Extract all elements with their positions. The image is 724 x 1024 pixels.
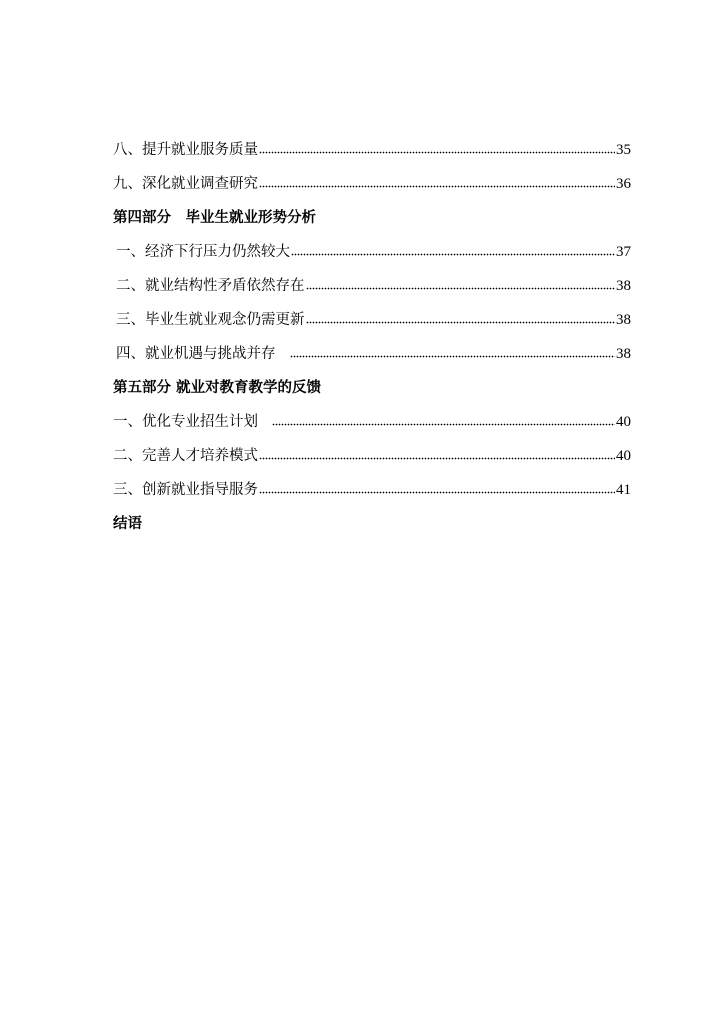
toc-page-number: 35	[616, 142, 631, 158]
toc-page-number: 36	[616, 176, 631, 192]
toc-page-number: 38	[616, 346, 631, 362]
toc-entry[interactable]	[113, 228, 631, 262]
toc-entry-label: 三、毕业生就业观念仍需更新	[116, 312, 305, 328]
dot-leader	[259, 480, 615, 500]
toc-page-number: 38	[616, 278, 631, 294]
dot-leader	[259, 174, 615, 194]
toc-entry[interactable]	[113, 466, 631, 500]
toc-part-heading[interactable]	[113, 194, 631, 228]
toc-entry[interactable]	[113, 330, 631, 364]
toc-page-number: 41	[616, 482, 631, 498]
dot-leader	[272, 412, 615, 432]
toc-entry-label: 四、就业机遇与挑战并存	[116, 346, 276, 362]
toc-entry-label: 八、提升就业服务质量	[113, 142, 258, 158]
toc-part-heading-label: 结语	[113, 516, 142, 532]
toc-entry[interactable]	[113, 126, 631, 160]
toc-page-number: 38	[616, 312, 631, 328]
toc-page-number: 37	[616, 244, 631, 260]
toc-entry-label: 一、优化专业招生计划	[113, 414, 258, 430]
toc-entry-label: 一、经济下行压力仍然较大	[116, 244, 290, 260]
toc-part-heading-label: 第五部分 就业对教育教学的反馈	[113, 380, 322, 396]
toc-entry[interactable]	[113, 432, 631, 466]
toc-entry-label: 三、创新就业指导服务	[113, 482, 258, 498]
toc-entry[interactable]	[113, 262, 631, 296]
dot-leader	[291, 242, 615, 262]
dot-leader	[306, 276, 616, 296]
toc-entry[interactable]	[113, 398, 631, 432]
dot-leader	[306, 310, 616, 330]
toc-page-number: 40	[616, 414, 631, 430]
toc-entry-label: 九、深化就业调查研究	[113, 176, 258, 192]
dot-leader	[259, 140, 615, 160]
toc-entry[interactable]	[113, 160, 631, 194]
toc-page-number: 40	[616, 448, 631, 464]
toc-part-heading-label: 第四部分 毕业生就业形势分析	[113, 210, 316, 226]
toc-entry-label: 二、完善人才培养模式	[113, 448, 258, 464]
toc-part-heading[interactable]	[113, 364, 631, 398]
toc-entry-label: 二、就业结构性矛盾依然存在	[116, 278, 305, 294]
dot-leader	[259, 446, 615, 466]
table-of-contents	[113, 126, 631, 534]
toc-part-heading[interactable]	[113, 500, 631, 534]
toc-entry[interactable]	[113, 296, 631, 330]
dot-leader	[290, 344, 616, 364]
